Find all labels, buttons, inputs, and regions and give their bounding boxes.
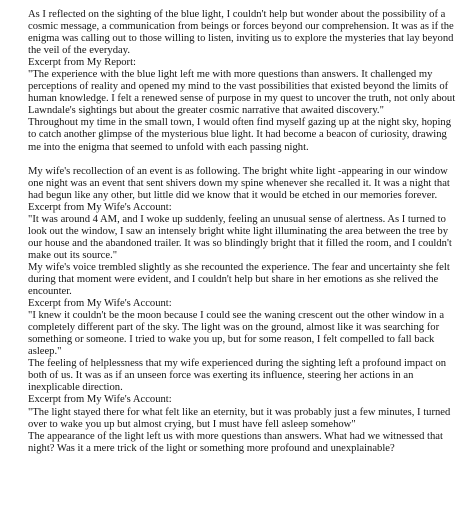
excerpt-heading: Excerpt from My Wife's Account:	[28, 201, 172, 213]
paragraph: As I reflected on the sighting of the blue light, I couldn't help but wonder about the possibility of a cosmic message, a communication from beings or forces beyond our comprehension. It was as if the enigma was calling out to those willing to listen, inviting us to explore the mysteries that lay beyond the veil of the everyday.	[28, 9, 454, 57]
excerpt-heading: Excerpt from My Wife's Account:	[28, 298, 172, 310]
paragraph: My wife's recollection of an event is as following. The bright white light -appearing in our window one night was an event that sent shivers down my spine whenever she recalled it. It was a night that had begun like any other, but little did we know that it would be etched in our memories forever.	[28, 165, 450, 201]
excerpt-heading: Excerpt from My Wife's Account:	[28, 394, 172, 406]
paragraph: My wife's voice trembled slightly as she recounted the experience. The fear and uncertainty she felt during that moment were evident, and I couldn't help but share in her emotions as she relived the encounter.	[28, 261, 450, 298]
excerpt-heading: Excerpt from My Report:	[28, 57, 136, 69]
quoted-excerpt: "The light stayed there for what felt like an eternity, but it was probably just a few minutes, I turned over to wake you up but almost crying, but I must have fell asleep somehow"	[28, 406, 451, 430]
document-body	[28, 9, 460, 455]
quoted-excerpt: "I knew it couldn't be the moon because I could see the waning crescent out the other window in a completely different part of the sky. The light was on the ground, almost like it was searching for something or someone. I tried to wake you up, but for some reason, I felt compelled to fall back asleep."	[28, 310, 445, 358]
quoted-excerpt: "The experience with the blue light left me with more questions than answers. It challenged my perceptions of reality and opened my mind to the vast possibilities that existed beyond the limits of human knowledge. I felt a renewed sense of purpose in my quest to uncover the truth, not only about Lawndale's sightings but about the greater cosmic narrative that awaited discovery."	[28, 69, 456, 117]
quoted-excerpt: "It was around 4 AM, and I woke up suddenly, feeling an unusual sense of alertness. As I turned to look out the window, I saw an intensely bright white light illuminating the area between the tree by our house and the abandoned trailer. It was so blindingly bright that it filled the room, and I couldn't make out its source."	[28, 213, 452, 261]
paragraph-gap	[28, 154, 460, 166]
paragraph: Throughout my time in the small town, I would often find myself gazing up at the night sky, hoping to catch another glimpse of the mysterious blue light. It had become a beacon of curiosity, drawing me into the enigma that seemed to unfold with each passing night.	[28, 117, 452, 153]
paragraph: The feeling of helplessness that my wife experienced during the sighting left a profound impact on both of us. It was as if an unseen force was exerting its influence, steering her actions in an inexplicable direction.	[28, 358, 447, 394]
paragraph: The appearance of the light left us with more questions than answers. What had we witnessed that night? Was it a mere trick of the light or something more profound and unexplainable?	[28, 430, 443, 454]
